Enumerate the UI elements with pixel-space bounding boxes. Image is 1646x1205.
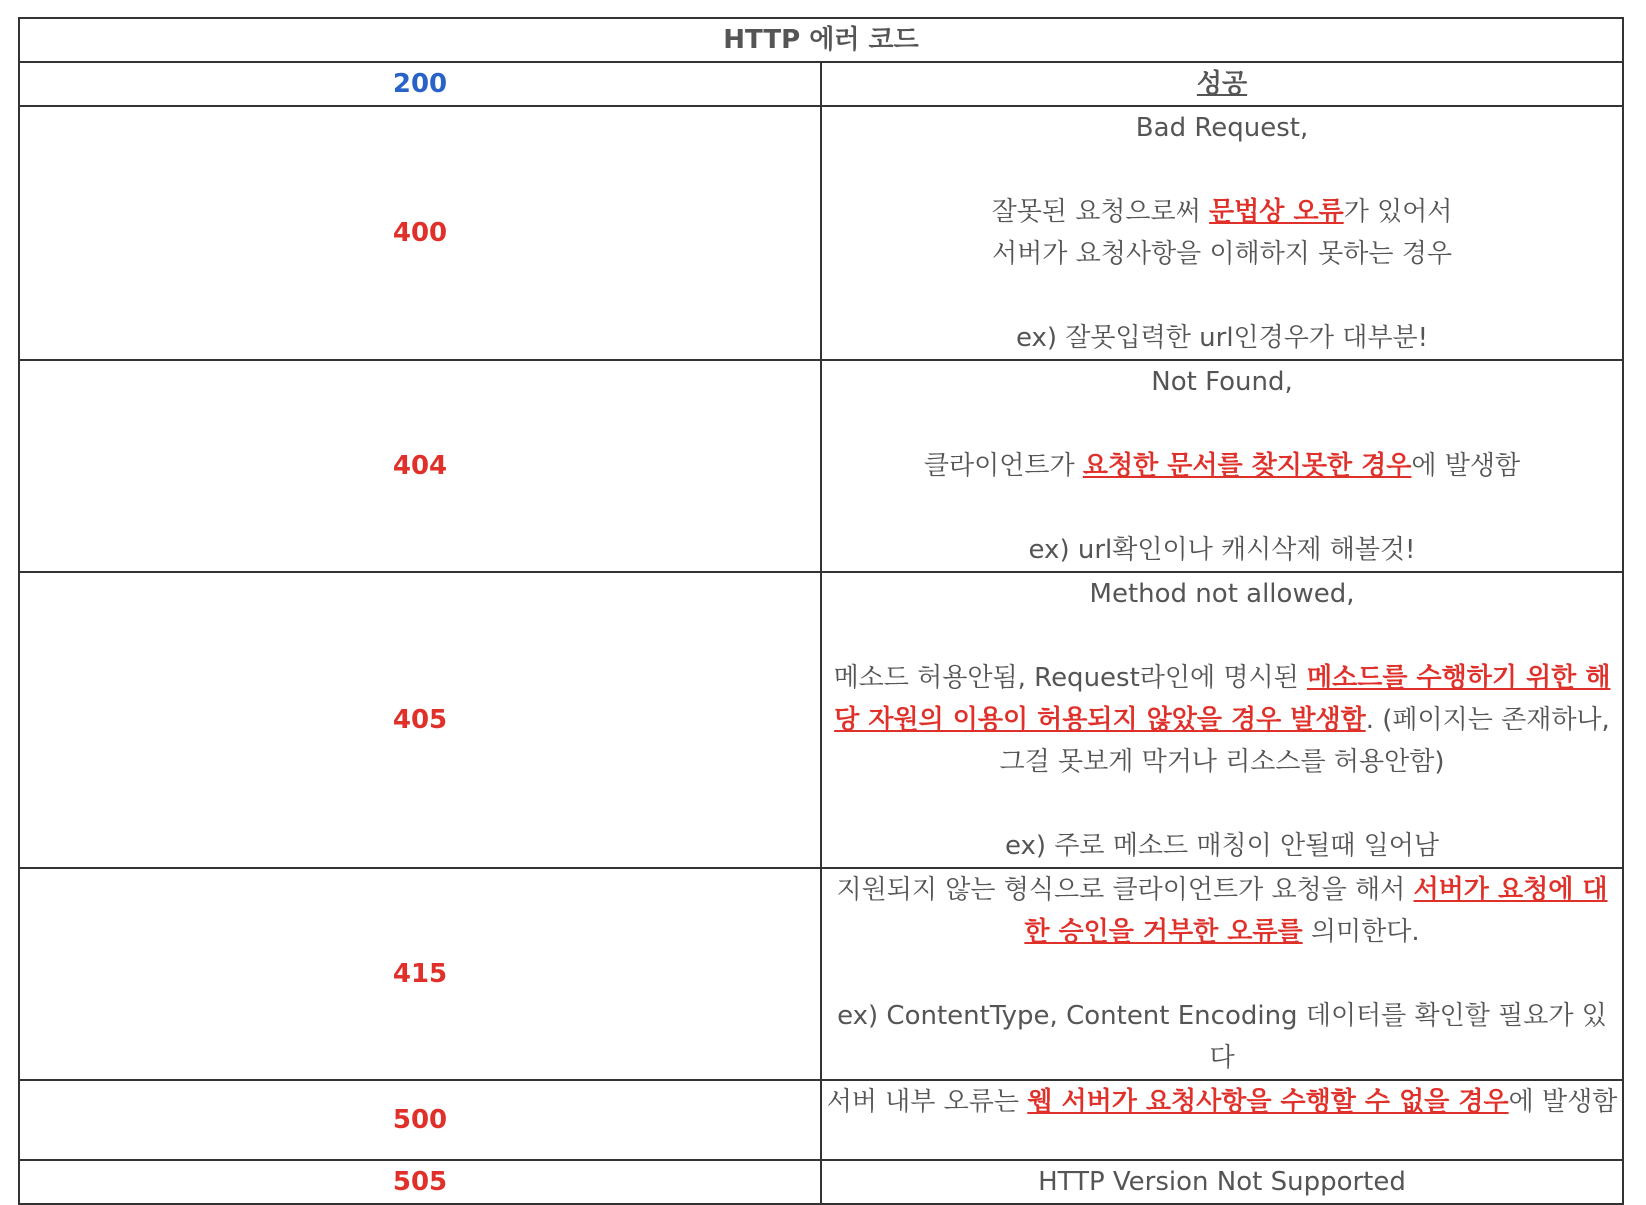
desc-415 [821, 868, 1623, 1080]
desc-415-line1: 지원되지 않는 형식으로 클라이언트가 요청을 해서 서버가 요청에 대한 승인을 거부한 오류를 의미한다. [836, 875, 1608, 947]
code-500: 500 [19, 1080, 821, 1160]
desc-400-example: ex) 잘못입력한 url인경우가 대부분! [1015, 323, 1429, 353]
highlight-text: 서버가 요청에 대한 승인을 거부한 오류를 [1024, 875, 1608, 947]
table-row [19, 868, 1623, 1080]
desc-400-title: Bad Request, [1135, 113, 1309, 143]
table-row [19, 106, 1623, 360]
http-error-code-table [18, 17, 1624, 1205]
desc-400 [821, 106, 1623, 360]
http-error-code-table-wrapper [18, 17, 1624, 1205]
desc-405 [821, 572, 1623, 868]
code-405: 405 [19, 572, 821, 868]
desc-405-example: ex) 주로 메소드 매칭이 안될때 일어남 [1004, 831, 1440, 861]
highlight-text: 웹 서버가 요청사항을 수행할 수 없을 경우 [1027, 1087, 1509, 1117]
highlight-text: 메소드를 수행하기 위한 해당 자원의 이용이 허용되지 않았을 경우 발생함 [834, 663, 1611, 735]
desc-400-line3: 서버가 요청사항을 이해하지 못하는 경우 [991, 239, 1453, 269]
desc-505: HTTP Version Not Supported [821, 1160, 1623, 1204]
desc-405-title: Method not allowed, [1089, 579, 1355, 609]
desc-500-line1: 서버 내부 오류는 웹 서버가 요청사항을 수행할 수 없을 경우에 발생함 [826, 1087, 1618, 1117]
desc-405-line2: 메소드 허용안됨, Request라인에 명시된 메소드를 수행하기 위한 해당 자원의 이용이 허용되지 않았을 경우 발생함. (페이지는 존재하나, 그걸 못보게 막거나 리소스를 허용안함) [833, 663, 1611, 777]
status-success: 성공 [821, 62, 1623, 106]
desc-404-title: Not Found, [1151, 367, 1293, 397]
desc-404 [821, 360, 1623, 572]
desc-404-example: ex) url확인이나 캐시삭제 해볼것! [1028, 535, 1416, 565]
desc-500 [821, 1080, 1623, 1160]
table-row [19, 1160, 1623, 1204]
desc-404-line2: 클라이언트가 요청한 문서를 찾지못한 경우에 발생함 [923, 451, 1521, 481]
table-row [19, 572, 1623, 868]
table-title: HTTP 에러 코드 [19, 18, 1623, 62]
code-505: 505 [19, 1160, 821, 1204]
code-200: 200 [19, 62, 821, 106]
highlight-text: 문법상 오류 [1209, 197, 1344, 227]
code-404: 404 [19, 360, 821, 572]
code-415: 415 [19, 868, 821, 1080]
desc-415-example: ex) ContentType, Content Encoding 데이터를 확인할 필요가 있다 [837, 1001, 1607, 1073]
table-title-row [19, 18, 1623, 62]
table-row [19, 360, 1623, 572]
highlight-text: 요청한 문서를 찾지못한 경우 [1082, 451, 1412, 481]
desc-400-line2: 잘못된 요청으로써 문법상 오류가 있어서 [991, 197, 1453, 227]
table-row [19, 1080, 1623, 1160]
code-400: 400 [19, 106, 821, 360]
table-header-row [19, 62, 1623, 106]
